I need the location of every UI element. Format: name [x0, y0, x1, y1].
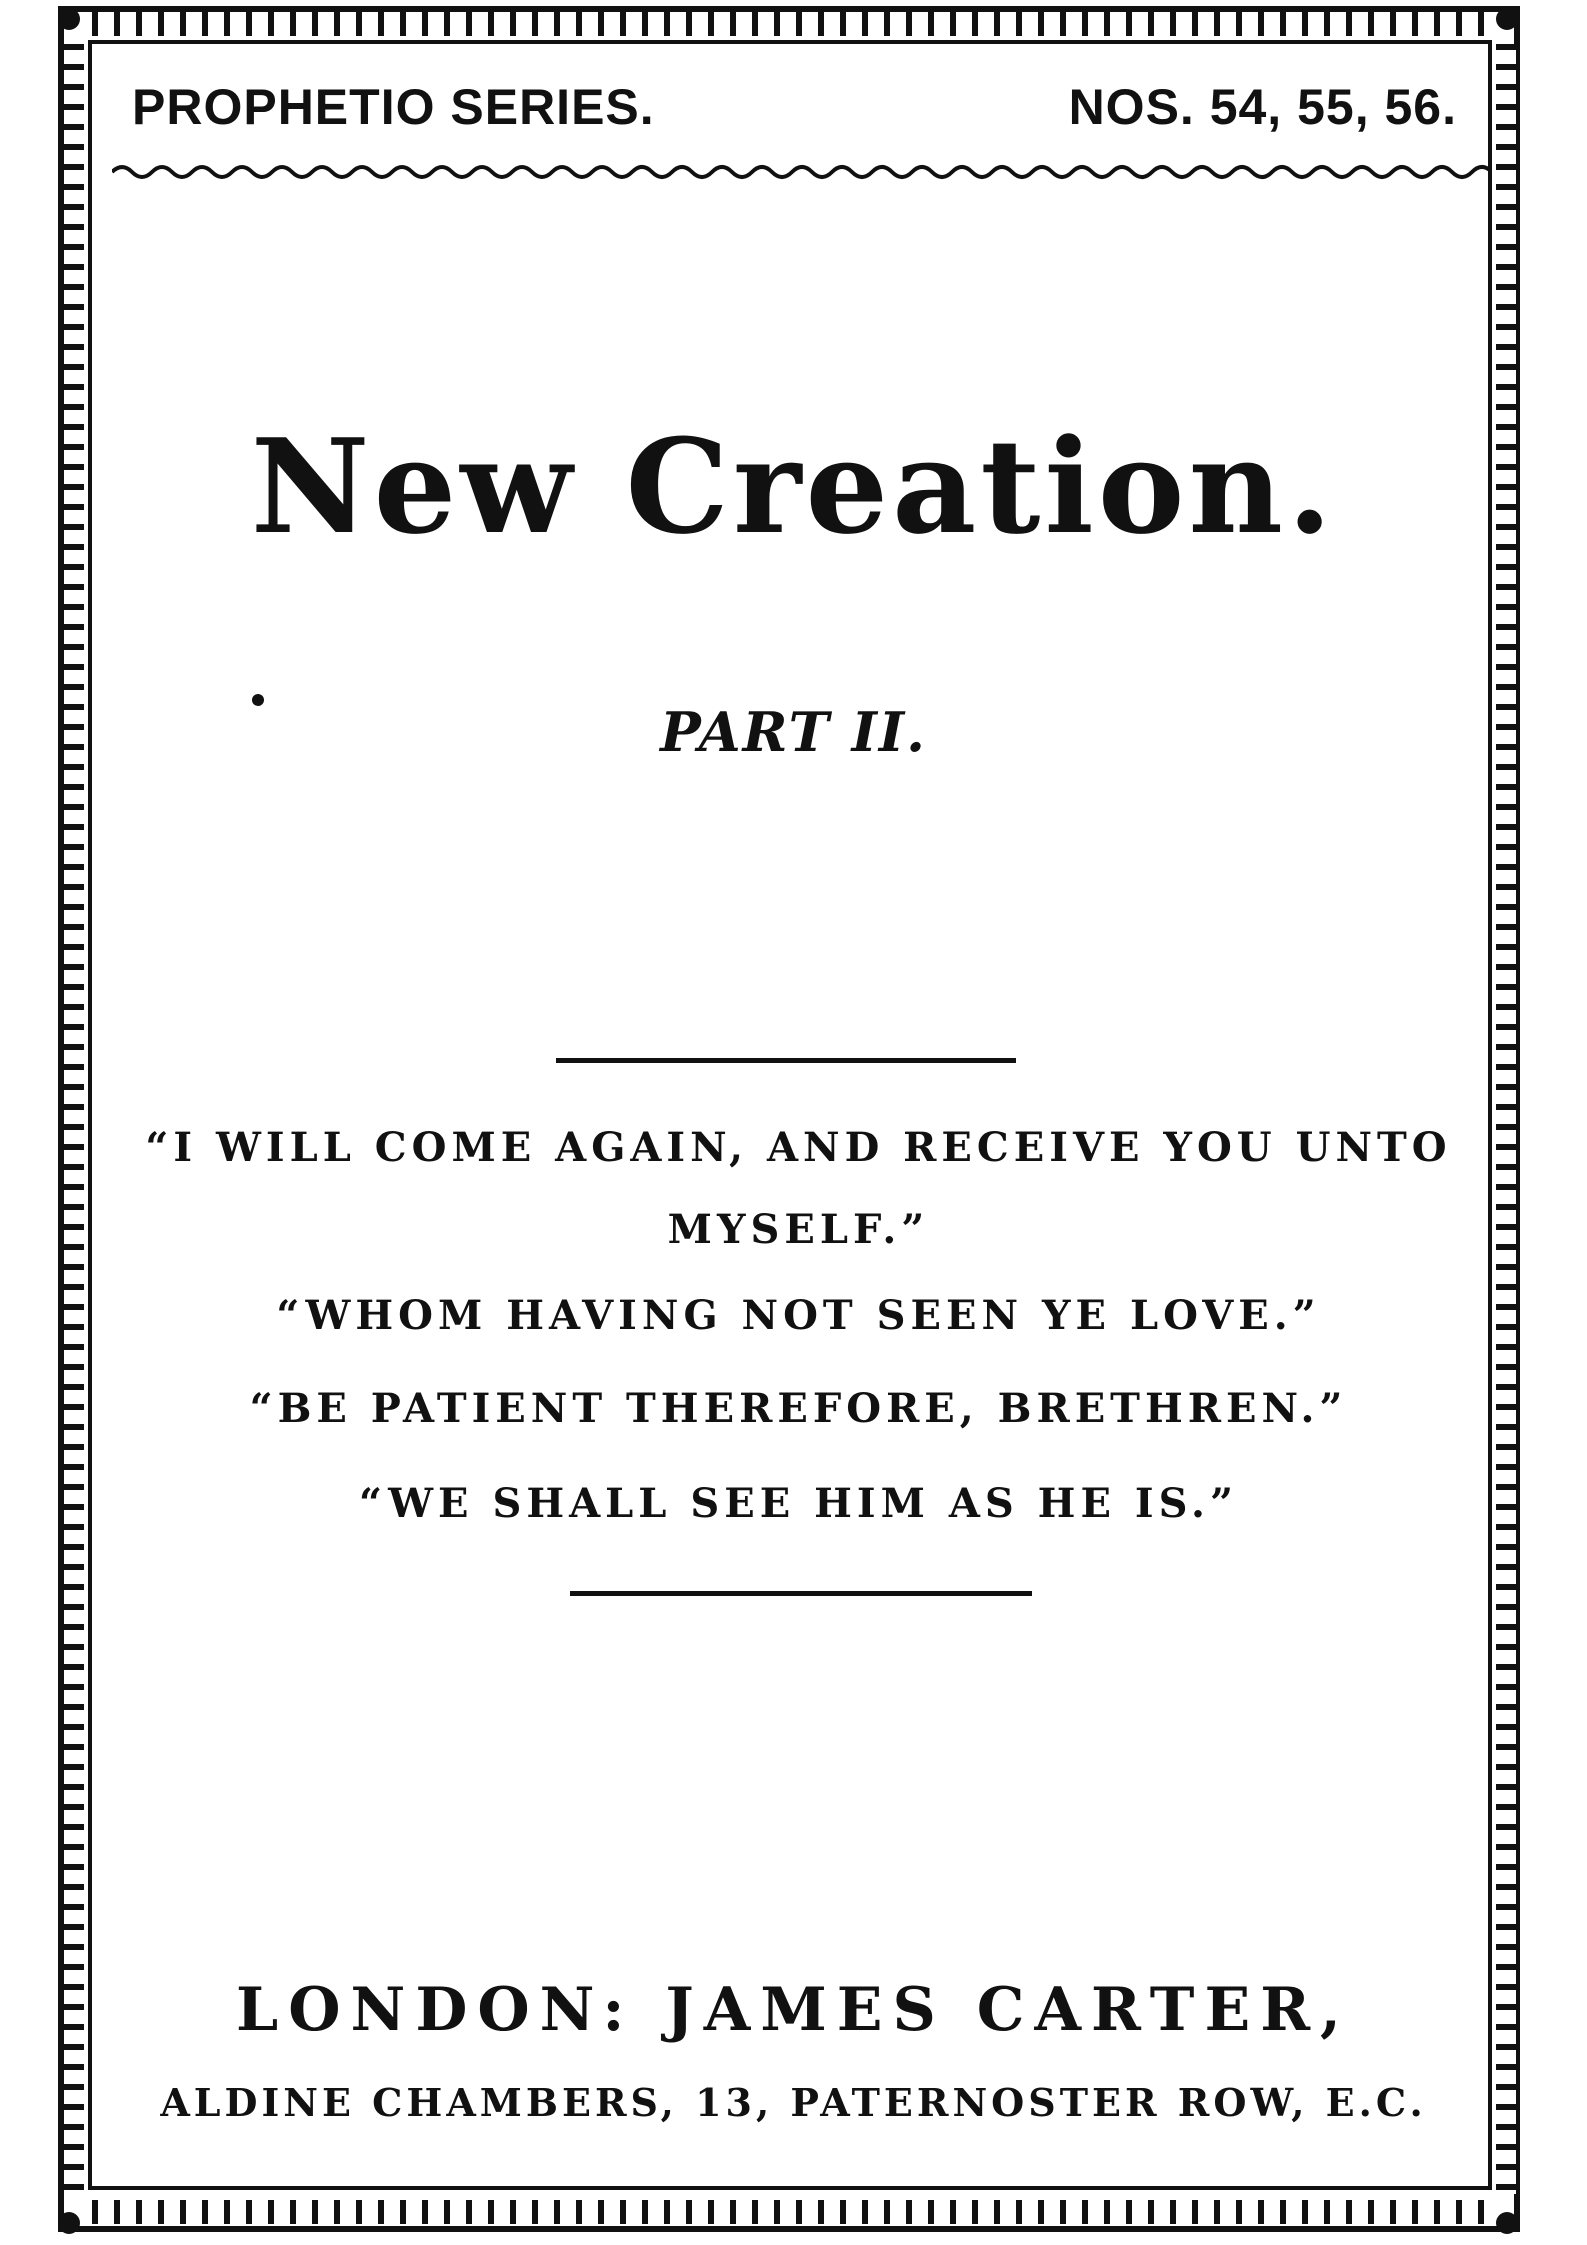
- part-label: PART II.: [660, 700, 927, 764]
- corner-ornament: [1496, 8, 1518, 30]
- corner-ornament: [58, 2212, 80, 2234]
- corner-ornament: [1496, 2212, 1518, 2234]
- border-hatch-right: [1496, 44, 1516, 2194]
- inner-border: [88, 40, 1492, 2190]
- rule-top: [556, 1058, 1016, 1063]
- series-label: PROPHETIO SERIES.: [132, 79, 655, 135]
- publisher-address: ALDINE CHAMBERS, 13, PATERNOSTER ROW, E.C.: [160, 2080, 1427, 2125]
- quote-line: “WHOM HAVING NOT SEEN YE LOVE.”: [276, 1292, 1321, 1339]
- wavy-divider: [112, 160, 1492, 184]
- series-numbers: NOS. 54, 55, 56.: [1068, 79, 1457, 135]
- border-hatch-bottom: [92, 2200, 1490, 2224]
- quote-line: “I WILL COME AGAIN, AND RECEIVE YOU UNTO: [145, 1124, 1452, 1171]
- border-hatch-top: [92, 12, 1490, 36]
- quote-line: MYSELF.”: [667, 1206, 930, 1253]
- rule-bottom: [570, 1591, 1032, 1596]
- border-hatch-left: [64, 44, 84, 2194]
- quote-line: “WE SHALL SEE HIM AS HE IS.”: [358, 1480, 1238, 1527]
- page-title: New Creation.: [250, 410, 1337, 563]
- publisher-name: LONDON: JAMES CARTER,: [236, 1975, 1351, 2045]
- corner-ornament: [58, 8, 80, 30]
- quote-line: “BE PATIENT THEREFORE, BRETHREN.”: [249, 1385, 1348, 1432]
